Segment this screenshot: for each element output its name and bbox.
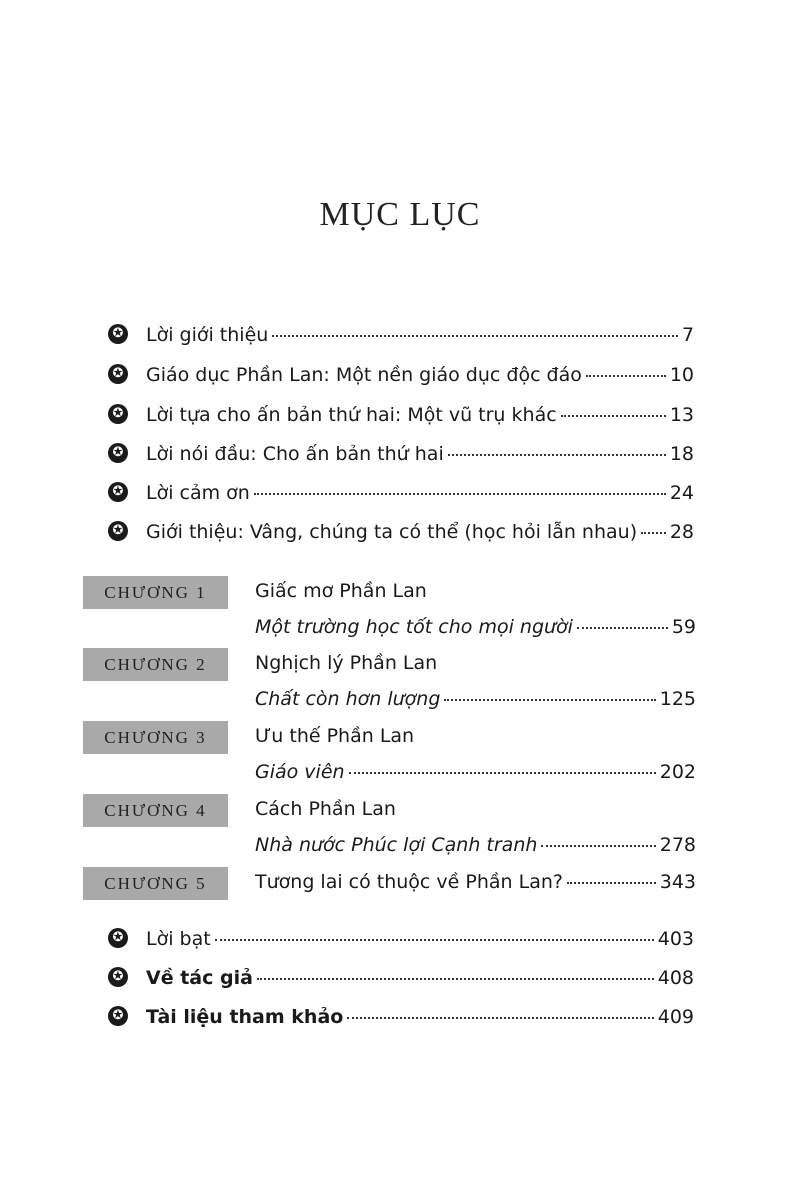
- chapter-page: 202: [659, 761, 696, 783]
- chapter-subtitle: Nhà nước Phúc lợi Cạnh tranh: [255, 834, 538, 856]
- chapter-badge: CHƯƠNG 4: [83, 794, 228, 827]
- page-title: MỤC LỤC: [319, 196, 481, 233]
- chapter-subtitle: Chất còn hơn lượng: [255, 688, 441, 710]
- toc-entry[interactable]: [108, 402, 694, 432]
- toc-entry-page: 28: [669, 521, 694, 543]
- chapter-page: 125: [659, 688, 696, 710]
- star-bullet-icon: ✪: [108, 443, 128, 463]
- toc-entry[interactable]: [108, 519, 694, 549]
- leader-dots: [444, 698, 655, 701]
- chapter-subtitle: Một trường học tốt cho mọi người: [255, 616, 573, 638]
- toc-entry[interactable]: [108, 926, 694, 956]
- leader-dots: [541, 844, 655, 847]
- chapter-page: 278: [659, 834, 696, 856]
- toc-entry-label: Lời giới thiệu: [146, 324, 269, 346]
- toc-entry-label: Giới thiệu: Vâng, chúng ta có thể (học hỏi lẫn nhau): [146, 521, 638, 543]
- chapter-title: Cách Phần Lan: [255, 798, 396, 820]
- chapter-page: 59: [671, 616, 696, 638]
- leader-dots: [567, 881, 656, 884]
- toc-entry-page: 24: [669, 482, 694, 504]
- star-bullet-icon: ✪: [108, 324, 128, 344]
- chapter-title: Nghịch lý Phần Lan: [255, 652, 438, 674]
- star-bullet-icon: ✪: [108, 521, 128, 541]
- leader-dots: [254, 492, 666, 495]
- chapter-badge: CHƯƠNG 5: [83, 867, 228, 900]
- toc-entry-page: 18: [669, 443, 694, 465]
- star-bullet-icon: ✪: [108, 482, 128, 502]
- chapter-badge: CHƯƠNG 2: [83, 648, 228, 681]
- toc-entry-label: Tài liệu tham khảo: [146, 1006, 344, 1028]
- toc-entry[interactable]: [108, 480, 694, 510]
- leader-dots: [641, 531, 666, 534]
- leader-dots: [257, 977, 654, 980]
- star-bullet-icon: ✪: [108, 404, 128, 424]
- toc-entry-label: Về tác giả: [146, 967, 253, 989]
- leader-dots: [448, 453, 666, 456]
- leader-dots: [215, 938, 654, 941]
- star-bullet-icon: ✪: [108, 928, 128, 948]
- leader-dots: [349, 771, 656, 774]
- toc-entry[interactable]: [108, 965, 694, 995]
- toc-entry-label: Lời nói đầu: Cho ấn bản thứ hai: [146, 443, 444, 465]
- toc-entry-page: 7: [681, 324, 694, 346]
- chapter-badge: CHƯƠNG 1: [83, 576, 228, 609]
- toc-entry-page: 13: [669, 404, 694, 426]
- toc-entry-page: 10: [669, 364, 694, 386]
- chapter-page: 343: [659, 871, 696, 893]
- toc-entry[interactable]: [108, 1004, 694, 1034]
- star-bullet-icon: ✪: [108, 1006, 128, 1026]
- toc-entry-label: Lời bạt: [146, 928, 211, 950]
- leader-dots: [561, 414, 666, 417]
- toc-entry-page: 403: [657, 928, 694, 950]
- chapter-title: Ưu thế Phần Lan: [255, 725, 415, 747]
- chapter-title: Giấc mơ Phần Lan: [255, 580, 427, 602]
- chapter-badge: CHƯƠNG 3: [83, 721, 228, 754]
- leader-dots: [272, 334, 678, 337]
- toc-entry[interactable]: [108, 362, 694, 392]
- star-bullet-icon: ✪: [108, 364, 128, 384]
- chapter-title: Tương lai có thuộc về Phần Lan?: [255, 871, 563, 893]
- toc-entry-label: Lời cảm ơn: [146, 482, 250, 504]
- toc-entry-label: Lời tựa cho ấn bản thứ hai: Một vũ trụ khác: [146, 404, 557, 426]
- leader-dots: [586, 374, 666, 377]
- toc-entry-page: 409: [657, 1006, 694, 1028]
- toc-entry[interactable]: [108, 441, 694, 471]
- star-bullet-icon: ✪: [108, 967, 128, 987]
- toc-entry[interactable]: [108, 322, 694, 352]
- leader-dots: [347, 1016, 653, 1019]
- toc-entry-page: 408: [657, 967, 694, 989]
- chapter-subtitle: Giáo viên: [255, 761, 345, 783]
- toc-entry-label: Giáo dục Phần Lan: Một nền giáo dục độc đáo: [146, 364, 582, 386]
- leader-dots: [577, 626, 668, 629]
